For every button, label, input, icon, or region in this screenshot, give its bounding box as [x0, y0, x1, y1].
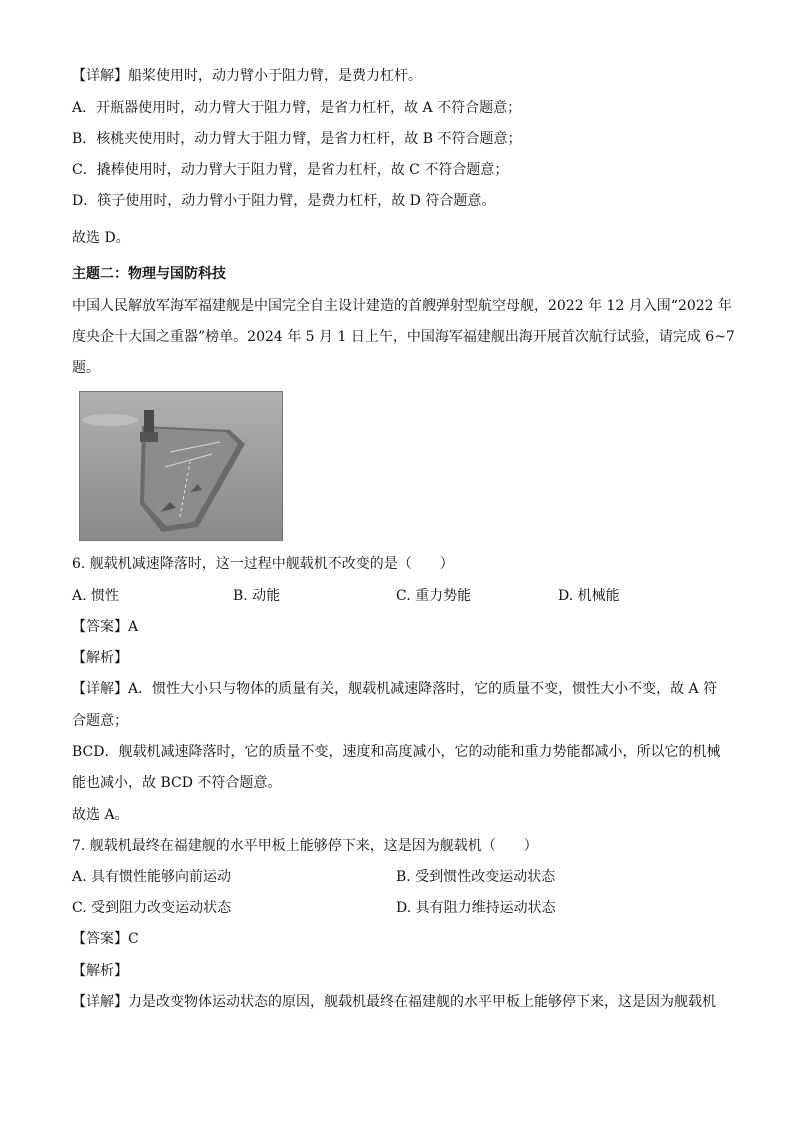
q6-option-c: C. 重力势能	[396, 588, 472, 604]
q6-option-b: B. 动能	[233, 588, 281, 604]
q6-answer: 【答案】A	[72, 619, 139, 635]
intro-line-1: 中国人民解放军海军福建舰是中国完全自主设计建造的首艘弹射型航空母舰，2022 年 12 月入围“2022 年	[72, 298, 733, 314]
q6-detail-4: 能也减小，故 BCD 不符合题意。	[72, 775, 282, 791]
q6-option-d: D. 机械能	[558, 588, 620, 604]
q7-option-b: B. 受到惯性改变运动状态	[396, 869, 556, 885]
q6-stem: 6. 舰载机减速降落时，这一过程中舰载机不改变的是（ ）	[72, 556, 454, 572]
option-b-explanation: B．核桃夹使用时，动力臂大于阻力臂，是省力杠杆，故 B 不符合题意；	[72, 131, 522, 147]
q6-analysis: 【解析】	[72, 650, 128, 666]
q6-conclusion: 故选 A。	[72, 807, 129, 823]
q6-detail-1: 【详解】A．惯性大小只与物体的质量有关，舰载机减速降落时，它的质量不变，惯性大小不变，故 A 符	[72, 681, 718, 697]
option-a-explanation: A．开瓶器使用时，动力臂大于阻力臂，是省力杠杆，故 A 不符合题意；	[72, 100, 522, 116]
q7-analysis: 【解析】	[72, 963, 128, 979]
q6-detail-3: BCD．舰载机减速降落时，它的质量不变，速度和高度减小，它的动能和重力势能都减小，所以它的机械	[72, 744, 721, 760]
q6-option-a: A. 惯性	[72, 588, 120, 604]
q7-option-d: D. 具有阻力维持运动状态	[396, 900, 556, 916]
option-d-explanation: D．筷子使用时，动力臂小于阻力臂，是费力杠杆，故 D 符合题意。	[72, 193, 496, 209]
q7-option-a: A. 具有惯性能够向前运动	[72, 869, 232, 885]
option-c-explanation: C．撬棒使用时，动力臂大于阻力臂，是省力杠杆，故 C 不符合题意；	[72, 162, 509, 178]
section-heading: 主题二：物理与国防科技	[72, 266, 226, 282]
q6-detail-2: 合题意；	[72, 713, 128, 729]
aircraft-carrier-photo	[79, 391, 283, 541]
detail-line: 【详解】船桨使用时，动力臂小于阻力臂，是费力杠杆。	[72, 68, 422, 84]
q7-stem: 7. 舰载机最终在福建舰的水平甲板上能够停下来，这是因为舰载机（ ）	[72, 838, 538, 854]
q7-option-c: C. 受到阻力改变运动状态	[72, 900, 232, 916]
intro-line-2: 度央企十大国之重器”榜单。2024 年 5 月 1 日上午，中国海军福建舰出海开展首次航行试验，请完成 6~7	[72, 329, 735, 345]
q7-detail-1: 【详解】力是改变物体运动状态的原因，舰载机最终在福建舰的水平甲板上能够停下来，这是因为舰载机	[72, 994, 716, 1010]
conclusion: 故选 D。	[72, 230, 130, 246]
intro-line-3: 题。	[72, 360, 100, 376]
q7-answer: 【答案】C	[72, 931, 139, 947]
